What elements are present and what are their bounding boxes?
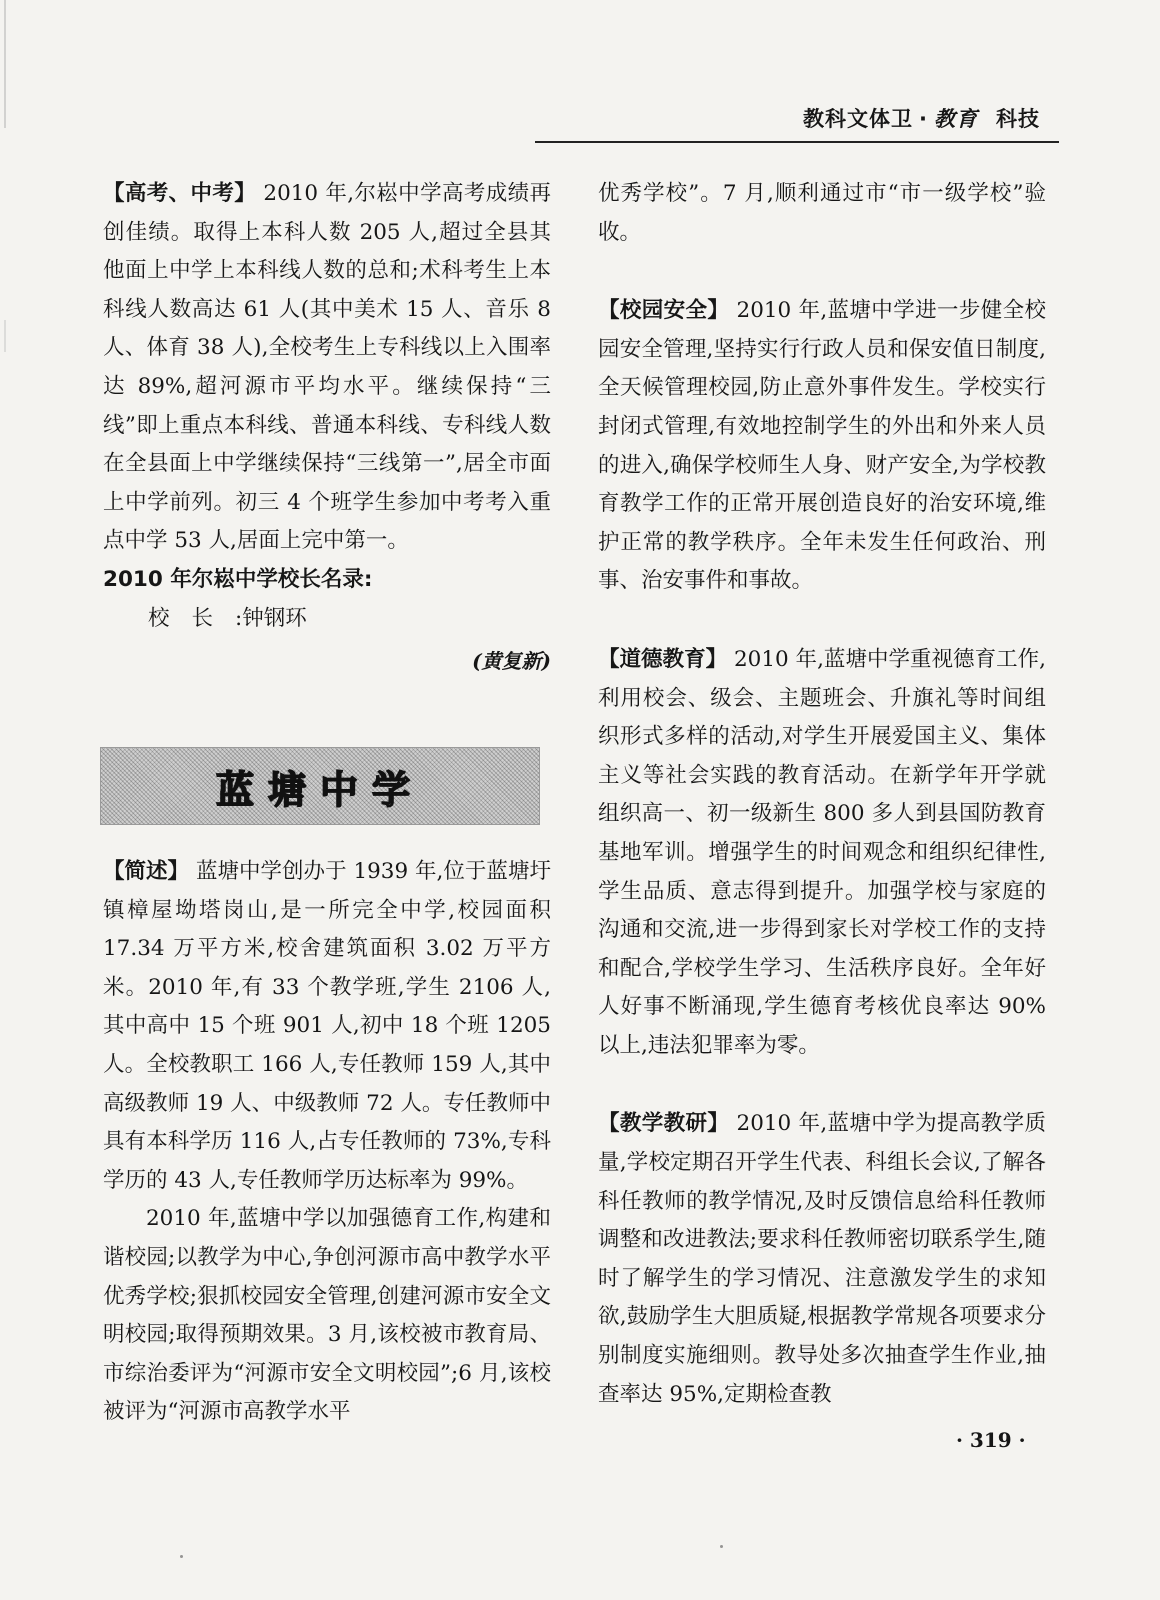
running-header bbox=[803, 103, 1040, 133]
text-anquan: 2010 年,蓝塘中学进一步健全校园安全管理,坚持实行行政人员和保安值日制度,全天候管理校园,防止意外事件发生。学校实行封闭式管理,有效地控制学生的外出和外来人员的进入,确保学校师生人身、财产安全,为学校教育教学工作的正常开展创造良好的治安环境,维护正常的教学秩序。全年未发生任何政治、刑事、治安事件和事故。 bbox=[598, 298, 1046, 594]
keyword-jiaoxue: 【教学教研】 bbox=[598, 1111, 730, 1137]
scan-edge-artifact bbox=[4, 0, 6, 1600]
scan-speck bbox=[720, 1545, 723, 1548]
section-jiaoxue bbox=[598, 1105, 1046, 1414]
spacer bbox=[598, 252, 1046, 292]
continued-text: 优秀学校”。7 月,顺利通过市“市一级学校”验收。 bbox=[598, 181, 1046, 245]
section-deyu bbox=[598, 641, 1046, 1066]
paragraph-overview: 2010 年,蓝塘中学以加强德育工作,构建和谐校园;以教学为中心,争创河源市高中教学水平优秀学校;狠抓校园安全管理,创建河源市安全文明校园;取得预期效果。3 月,该校被市教育局、市综治委评为“河源市安全文明校园”;6 月,该校被评为“河源市高教学水平 bbox=[103, 1206, 551, 1425]
left-column-upper bbox=[103, 175, 551, 681]
keyword-gaokao: 【高考、中考】 bbox=[103, 181, 257, 206]
section-gaokao bbox=[103, 175, 551, 561]
principal-name: :钟钢环 bbox=[235, 605, 307, 631]
section-anquan bbox=[598, 292, 1046, 601]
principal-entry bbox=[103, 600, 551, 639]
text-jianshu: 蓝塘中学创办于 1939 年,位于蓝塘圩镇樟屋坳塔岗山,是一所完全中学,校园面积 17.34 万平方米,校舍建筑面积 3.02 万平方米。2010 年,有 33 个教学班,学生 2106 人,其中高中 15 个班 901 人,初中 18 个班 1205 人。全校教职工 166 人,专任教师 159 人,其中高级教师 19 人、中级教师 72 人。专任教师中具有本科学历 116 人,占专任教师的 73%,专科学历的 43 人,专任教师学历达标率为 99%。 bbox=[103, 859, 551, 1193]
spacer bbox=[598, 601, 1046, 641]
scan-speck bbox=[180, 1555, 183, 1558]
keyword-jianshu: 【简述】 bbox=[103, 859, 190, 884]
header-category: 教科文体卫 bbox=[803, 107, 914, 131]
right-column bbox=[598, 175, 1046, 1414]
header-rule bbox=[535, 141, 1059, 143]
banner-title: 蓝塘中学 bbox=[215, 767, 424, 812]
text-jiaoxue: 2010 年,蓝塘中学为提高教学质量,学校定期召开学生代表、科组长会议,了解各科任教师的教学情况,及时反馈信息给科任教师调整和改进教法;要求科任教师密切联系学生,随时了解学生的学习情况、注意激发学生的求知欲,鼓励学生大胆质疑,根据教学常规各项要求分别制度实施细则。教导处多次抽查学生作业,抽查率达 95%,定期检查教 bbox=[598, 1111, 1046, 1407]
principal-list-title: 2010 年尔崧中学校长名录: bbox=[103, 566, 373, 592]
spacer bbox=[598, 1065, 1046, 1105]
section-banner bbox=[100, 747, 540, 825]
principal-label: 校长 bbox=[148, 605, 236, 631]
page-number: · 319 · bbox=[956, 1428, 1026, 1452]
header-subcategory-2: 科技 bbox=[996, 106, 1040, 131]
author-credit: (黄复新) bbox=[472, 649, 551, 674]
keyword-deyu: 【道德教育】 bbox=[598, 646, 728, 672]
header-separator: · bbox=[919, 107, 928, 131]
section-jianshu bbox=[103, 853, 551, 1200]
left-column-lower bbox=[103, 853, 551, 1432]
keyword-anquan: 【校园安全】 bbox=[598, 298, 730, 324]
text-deyu: 2010 年,蓝塘中学重视德育工作,利用校会、级会、主题班会、升旗礼等时间组织形式多样的活动,对学生开展爱国主义、集体主义等社会实践的教育活动。在新学年开学就组织高一、初一级新生 800 多人到县国防教育基地军训。增强学生的时间观念和组织纪律性,学生品质、意志得到提升。加强学校与家庭的沟通和交流,进一步得到家长对学校工作的支持和配合,学校学生学习、生活秩序良好。全年好人好事不断涌现,学生德育考核优良率达 90%以上,违法犯罪率为零。 bbox=[598, 646, 1046, 1058]
header-subcategory: 教育 bbox=[934, 106, 978, 131]
text-gaokao: 2010 年,尔崧中学高考成绩再创佳绩。取得上本科人数 205 人,超过全县其他面上中学上本科线人数的总和;术科考生上本科线人数高达 61 人(其中美术 15 人、音乐 8 人、体育 38 人),全校考生上专科线以上入围率达 89%,超河源市平均水平。继续保持“三线”即上重点本科线、普通本科线、专科线人数在全县面上中学继续保持“三线第一”,居全市面上中学前列。初三 4 个班学生参加中考考入重点中学 53 人,居面上完中第一。 bbox=[103, 181, 551, 554]
